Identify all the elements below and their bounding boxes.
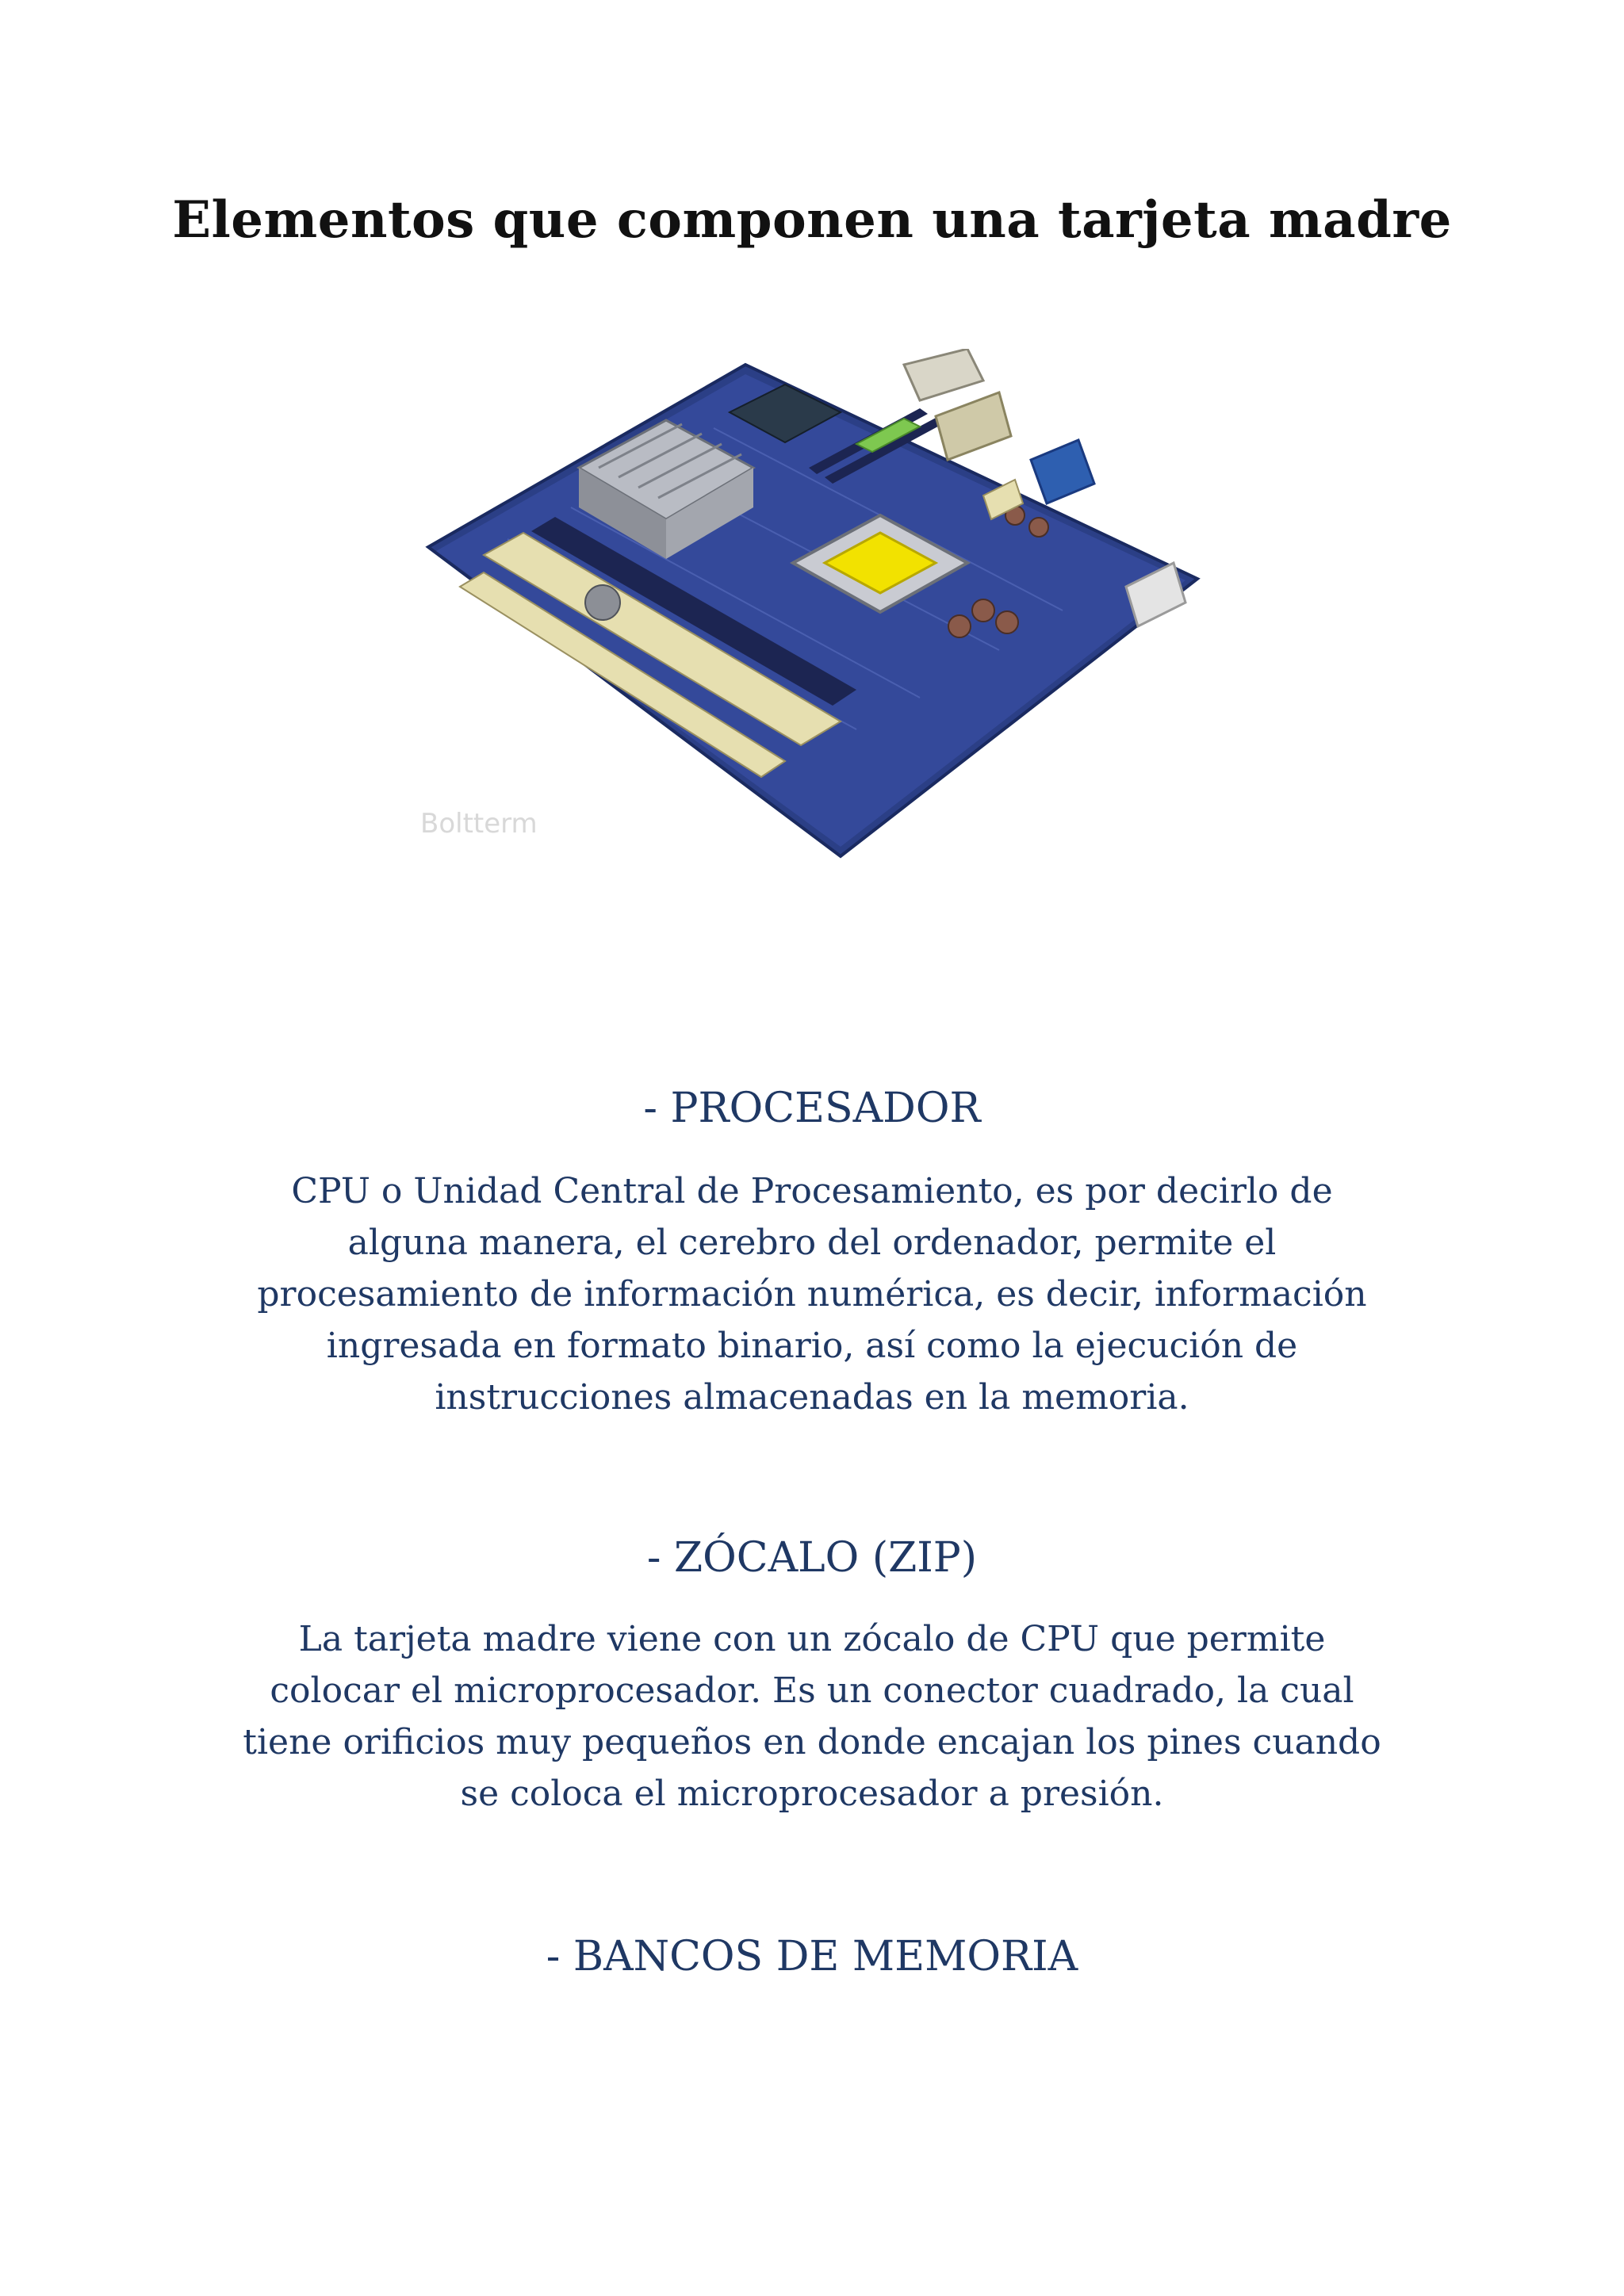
section-heading-procesador: - PROCESADOR [643,1085,981,1132]
section-body-procesador: CPU o Unidad Central de Procesamiento, es por decirlo de alguna manera, el cerebro del ordenador, permite el procesamiento de información numérica, es decir, información ingresada en formato binario, así como la ejecución de instrucciones almacenadas en la memoria. [257,1171,1367,1418]
section-heading-bancos-de-memoria: - BANCOS DE MEMORIA [546,1933,1078,1980]
watermark-text: Boltterm [420,808,538,840]
page-title: Elementos que componen una tarjeta madre [172,190,1452,250]
section-heading-zocalo: - ZÓCALO (ZIP) [646,1534,978,1582]
motherboard-image [412,349,1221,888]
section-body-zocalo: La tarjeta madre viene con un zócalo de CPU que permite colocar el microprocesador. Es un conector cuadrado, la cual tiene orificios muy pequeños en donde encajan los pines cuando se coloca el microprocesador a presión. [243,1619,1381,1814]
